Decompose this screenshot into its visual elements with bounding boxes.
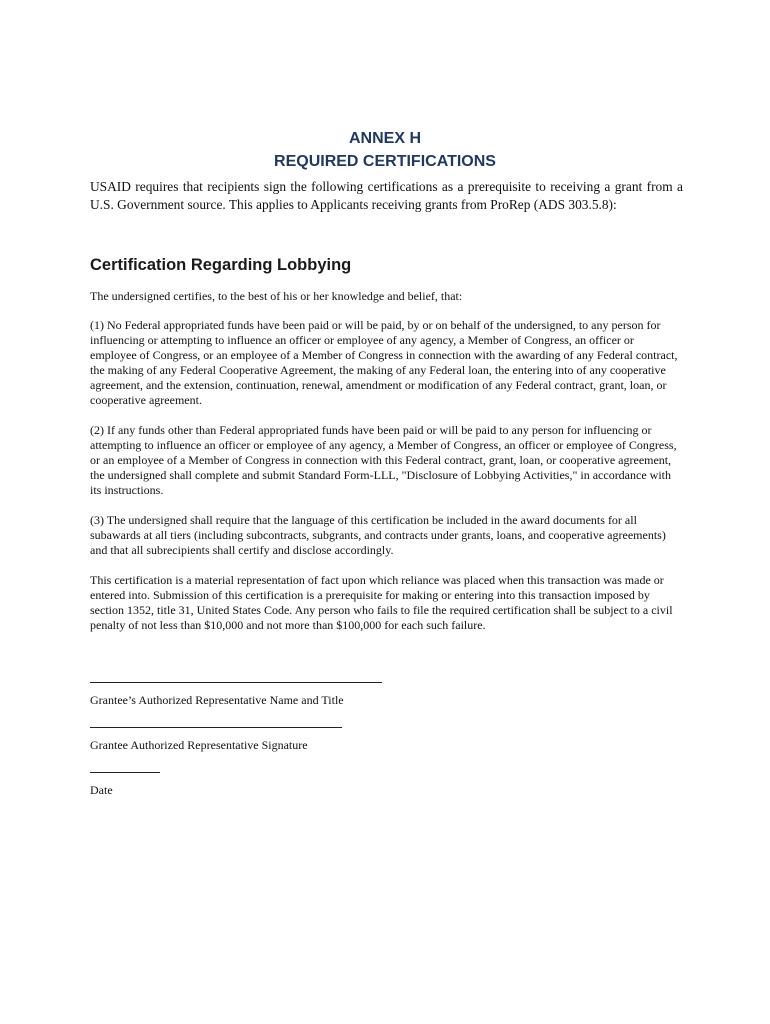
signature-block-signature <box>90 725 342 753</box>
annex-subtitle: REQUIRED CERTIFICATIONS <box>274 153 496 170</box>
signature-label: Grantee Authorized Representative Signature <box>90 738 308 752</box>
certification-paragraph-2: (2) If any funds other than Federal appropriated funds have been paid or will be paid to any person for influencing or attempting to influence an officer or employee of any agency, a Member of Congress, an officer or employee of Congress, or an employee of a Member of Congress in connection with this Federal contract, grant, loan, or cooperative agreement, the undersigned shall complete and submit Standard Form-LLL, "Disclosure of Lobbying Activities," in accordance with its instructions. <box>90 423 677 497</box>
signature-line[interactable] <box>90 725 342 728</box>
section-heading: Certification Regarding Lobbying <box>90 256 352 274</box>
certification-paragraph-3: (3) The undersigned shall require that the language of this certification be included in the award documents for all subawards at all tiers (including subcontracts, subgrants, and contracts under grants, loans, and cooperative agreements) and that all subrecipients shall certify and disclose accordingly. <box>90 513 666 557</box>
date-line[interactable] <box>90 770 160 773</box>
date-label: Date <box>90 783 113 797</box>
signature-block-date <box>90 770 160 798</box>
name-title-label: Grantee’s Authorized Representative Name and Title <box>90 693 344 707</box>
intro-paragraph: USAID requires that recipients sign the following certifications as a prerequisite to receiving a grant from a U.S. Government source. This applies to Applicants receiving grants from ProRep (ADS 303.5.8): <box>90 179 683 212</box>
signature-block-name-title <box>90 680 382 708</box>
material-representation-paragraph: This certification is a material representation of fact upon which reliance was placed when this transaction was made or entered into. Submission of this certification is a prerequisite for making or entering into this transaction imposed by section 1352, title 31, United States Code. Any person who fails to file the required certification shall be subject to a civil penalty of not less than $10,000 and not more than $100,000 for each such failure. <box>90 573 673 632</box>
lead-paragraph: The undersigned certifies, to the best of his or her knowledge and belief, that: <box>90 289 463 303</box>
annex-title: ANNEX H <box>348 130 421 147</box>
certification-paragraph-1: (1) No Federal appropriated funds have been paid or will be paid, by or on behalf of the undersigned, to any person for influencing or attempting to influence an officer or employee of any agency, a Member of Congress, an officer or employee of Congress, or an employee of a Member of Congress in connection with the awarding of any Federal contract, the making of any Federal Cooperative Agreement, the making of any Federal loan, the entering into of any cooperative agreement, and the extension, continuation, renewal, amendment or modification of any Federal contract, grant, loan, or cooperative agreement. <box>90 318 678 407</box>
name-title-signature-line[interactable] <box>90 680 382 683</box>
